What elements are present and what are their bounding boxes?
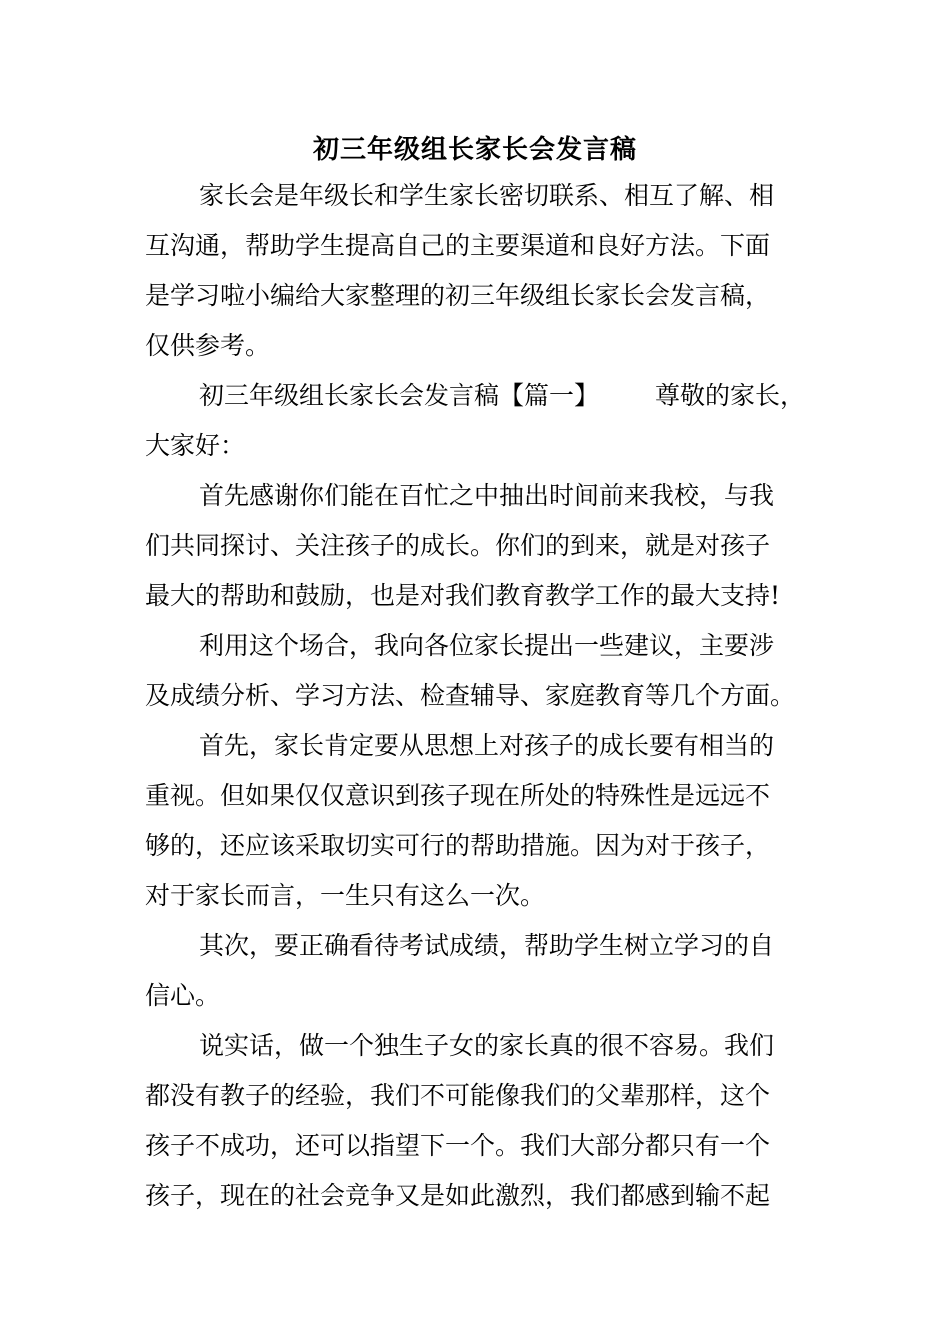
- paragraph-line: 对于家长而言，一生只有这么一次。: [145, 881, 546, 910]
- paragraph-line: 及成绩分析、学习方法、检查辅导、家庭教育等几个方面。: [145, 681, 796, 710]
- paragraph-line: 仅供参考。: [145, 331, 271, 360]
- paragraph-line: 利用这个场合，我向各位家长提出一些建议，主要涉: [199, 631, 775, 660]
- paragraph-line: 重视。但如果仅仅意识到孩子现在所处的特殊性是远远不: [145, 781, 771, 810]
- paragraph-line: 孩子，现在的社会竞争又是如此激烈，我们都感到输不起: [145, 1181, 771, 1210]
- paragraph-line: 孩子不成功，还可以指望下一个。我们大部分都只有一个: [145, 1131, 771, 1160]
- paragraph-line: 家长会是年级长和学生家长密切联系、相互了解、相: [199, 181, 775, 210]
- section-heading: 初三年级组长家长会发言稿【篇一】: [199, 381, 600, 410]
- salutation: 尊敬的家长，: [655, 381, 806, 410]
- paragraph-line: 互沟通，帮助学生提高自己的主要渠道和良好方法。下面: [145, 231, 771, 260]
- paragraph-line: 首先，家长肯定要从思想上对孩子的成长要有相当的: [199, 731, 775, 760]
- paragraph-line: 信心。: [145, 981, 221, 1010]
- paragraph-line: 首先感谢你们能在百忙之中抽出时间前来我校，与我: [199, 481, 775, 510]
- paragraph-line: 最大的帮助和鼓励，也是对我们教育教学工作的最大支持!: [145, 581, 781, 610]
- paragraph-line: 说实话，做一个独生子女的家长真的很不容易。我们: [199, 1031, 775, 1060]
- paragraph-line: 是学习啦小编给大家整理的初三年级组长家长会发言稿，: [145, 281, 771, 310]
- paragraph-line: 够的，还应该采取切实可行的帮助措施。因为对于孩子，: [145, 831, 771, 860]
- document-title: 初三年级组长家长会发言稿: [312, 135, 637, 165]
- paragraph-line: 其次，要正确看待考试成绩，帮助学生树立学习的自: [199, 931, 775, 960]
- paragraph-line: 们共同探讨、关注孩子的成长。你们的到来，就是对孩子: [145, 531, 771, 560]
- section-heading-line: [199, 376, 805, 416]
- paragraph-line: 都没有教子的经验，我们不可能像我们的父辈那样，这个: [145, 1081, 771, 1110]
- paragraph-line: 大家好：: [145, 431, 246, 460]
